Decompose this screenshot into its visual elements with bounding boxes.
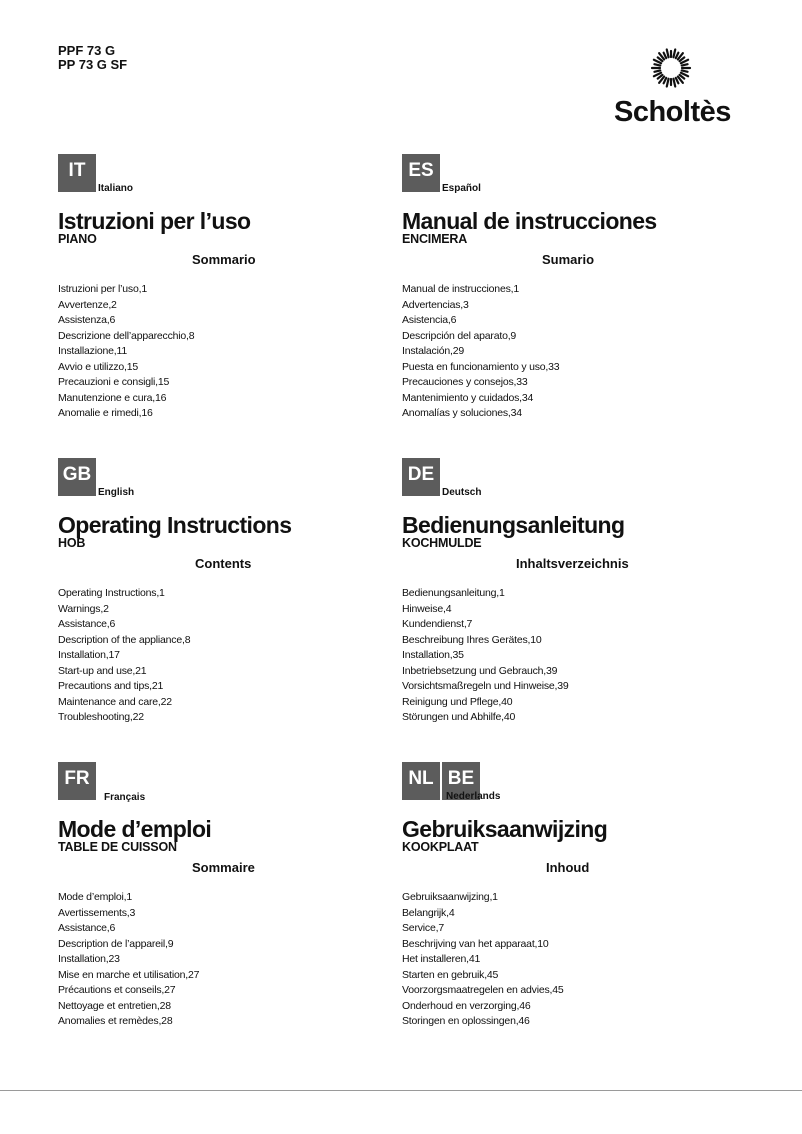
section-title: Manual de instrucciones <box>402 208 657 234</box>
section-subtitle: ENCIMERA <box>402 232 468 246</box>
badge-es: ES <box>402 154 440 192</box>
toc-item: Gebruiksaanwijzing,1 <box>402 891 498 903</box>
model-number-2: PP 73 G SF <box>58 57 128 72</box>
section-subtitle: KOOKPLAAT <box>402 840 479 854</box>
sun-icon <box>649 46 693 90</box>
summary-heading: Contents <box>195 556 252 571</box>
toc-item: Reinigung und Pflege,40 <box>402 695 513 708</box>
toc-item: Troubleshooting,22 <box>58 711 144 723</box>
summary-heading: Sommario <box>192 252 256 267</box>
section-subtitle: PIANO <box>58 232 97 246</box>
toc-item: Assistenza,6 <box>58 314 116 326</box>
toc-item: Assistance,6 <box>58 618 116 630</box>
language-label: Español <box>442 183 481 194</box>
badge-it: IT <box>58 154 96 192</box>
toc-item: Installation,17 <box>58 649 120 661</box>
badge-gb: GB <box>58 458 96 496</box>
toc-item: Anomalies et remèdes,28 <box>58 1015 173 1027</box>
table-of-contents <box>402 282 722 422</box>
summary-heading: Sumario <box>542 252 595 267</box>
section-title: Bedienungsanleitung <box>402 512 625 538</box>
toc-item: Avvio e utilizzo,15 <box>58 360 139 373</box>
language-label: Français <box>104 792 146 803</box>
section-title: Mode d’emploi <box>58 816 212 842</box>
toc-item: Voorzorgsmaatregelen en advies,45 <box>402 984 564 996</box>
toc-item: Starten en gebruik,45 <box>402 968 499 981</box>
toc-item: Service,7 <box>402 922 444 934</box>
toc-item: Vorsichtsmaßregeln und Hinweise,39 <box>402 680 569 692</box>
section-english <box>58 458 378 726</box>
toc-item: Avertissements,3 <box>58 906 136 919</box>
toc-item: Inbetriebsetzung und Gebrauch,39 <box>402 664 558 677</box>
section-title: Gebruiksaanwijzing <box>402 816 608 842</box>
toc-item: Precauciones y consejos,33 <box>402 376 528 388</box>
badge-fr: FR <box>58 762 96 800</box>
language-label: Nederlands <box>446 791 501 802</box>
table-of-contents <box>58 282 378 422</box>
toc-item: Precauzioni e consigli,15 <box>58 376 170 388</box>
section-title: Operating Instructions <box>58 512 292 538</box>
model-number-1: PPF 73 G <box>58 43 116 58</box>
section-subtitle: HOB <box>58 536 86 550</box>
toc-item: Warnings,2 <box>58 602 109 615</box>
toc-item: Het installeren,41 <box>402 953 481 965</box>
toc-item: Asistencia,6 <box>402 314 457 326</box>
toc-item: Mise en marche et utilisation,27 <box>58 968 200 981</box>
toc-item: Maintenance and care,22 <box>58 695 172 708</box>
table-of-contents <box>58 890 378 1030</box>
toc-item: Descrizione dell’apparecchio,8 <box>58 329 195 342</box>
section-italian <box>58 154 378 422</box>
model-numbers <box>58 44 127 72</box>
language-label: Deutsch <box>442 487 482 498</box>
toc-item: Beschreibung Ihres Gerätes,10 <box>402 633 542 646</box>
badge-be: BE <box>442 762 480 800</box>
toc-item: Störungen und Abhilfe,40 <box>402 711 516 723</box>
summary-heading: Inhaltsverzeichnis <box>516 556 629 571</box>
toc-item: Anomalie e rimedi,16 <box>58 407 153 419</box>
brand-logo <box>612 44 734 130</box>
toc-item: Installation,23 <box>58 953 120 965</box>
toc-item: Beschrijving van het apparaat,10 <box>402 937 549 950</box>
table-of-contents <box>402 890 722 1030</box>
section-dutch <box>402 762 722 1030</box>
toc-item: Start-up and use,21 <box>58 664 147 677</box>
toc-item: Operating Instructions,1 <box>58 587 165 599</box>
table-of-contents <box>58 586 378 726</box>
brand-name: Scholtès <box>614 96 731 128</box>
toc-item: Installation,35 <box>402 649 464 661</box>
toc-item: Précautions et conseils,27 <box>58 984 176 996</box>
toc-item: Assistance,6 <box>58 922 116 934</box>
badge-nl: NL <box>402 762 440 800</box>
toc-item: Description de l’appareil,9 <box>58 937 174 950</box>
section-subtitle: TABLE DE CUISSON <box>58 840 177 854</box>
language-label: English <box>98 487 135 498</box>
summary-heading: Sommaire <box>192 860 255 875</box>
toc-item: Kundendienst,7 <box>402 618 473 630</box>
toc-item: Description of the appliance,8 <box>58 633 191 646</box>
section-title: Istruzioni per l’uso <box>58 208 251 234</box>
toc-item: Bedienungsanleitung,1 <box>402 587 505 599</box>
toc-item: Instalación,29 <box>402 345 464 357</box>
toc-item: Mode d’emploi,1 <box>58 891 133 903</box>
toc-item: Manutenzione e cura,16 <box>58 391 167 404</box>
toc-item: Anomalías y soluciones,34 <box>402 407 522 419</box>
toc-item: Puesta en funcionamiento y uso,33 <box>402 360 560 373</box>
toc-item: Belangrijk,4 <box>402 906 455 919</box>
table-of-contents <box>402 586 722 726</box>
toc-item: Istruzioni per l’uso,1 <box>58 283 147 295</box>
toc-item: Installazione,11 <box>58 345 127 357</box>
toc-item: Descripción del aparato,9 <box>402 329 517 342</box>
toc-item: Onderhoud en verzorging,46 <box>402 999 531 1012</box>
toc-item: Precautions and tips,21 <box>58 680 164 692</box>
toc-item: Advertencias,3 <box>402 298 469 311</box>
section-spanish <box>402 154 722 422</box>
toc-item: Hinweise,4 <box>402 602 452 615</box>
toc-item: Mantenimiento y cuidados,34 <box>402 391 534 404</box>
footer-divider <box>0 1090 802 1091</box>
section-french <box>58 762 378 1030</box>
toc-item: Storingen en oplossingen,46 <box>402 1015 530 1027</box>
section-german <box>402 458 722 726</box>
toc-item: Manual de instrucciones,1 <box>402 283 519 295</box>
language-label: Italiano <box>98 183 134 194</box>
badge-de: DE <box>402 458 440 496</box>
toc-item: Avvertenze,2 <box>58 298 117 311</box>
summary-heading: Inhoud <box>546 860 590 875</box>
toc-item: Nettoyage et entretien,28 <box>58 999 171 1012</box>
section-subtitle: KOCHMULDE <box>402 536 482 550</box>
